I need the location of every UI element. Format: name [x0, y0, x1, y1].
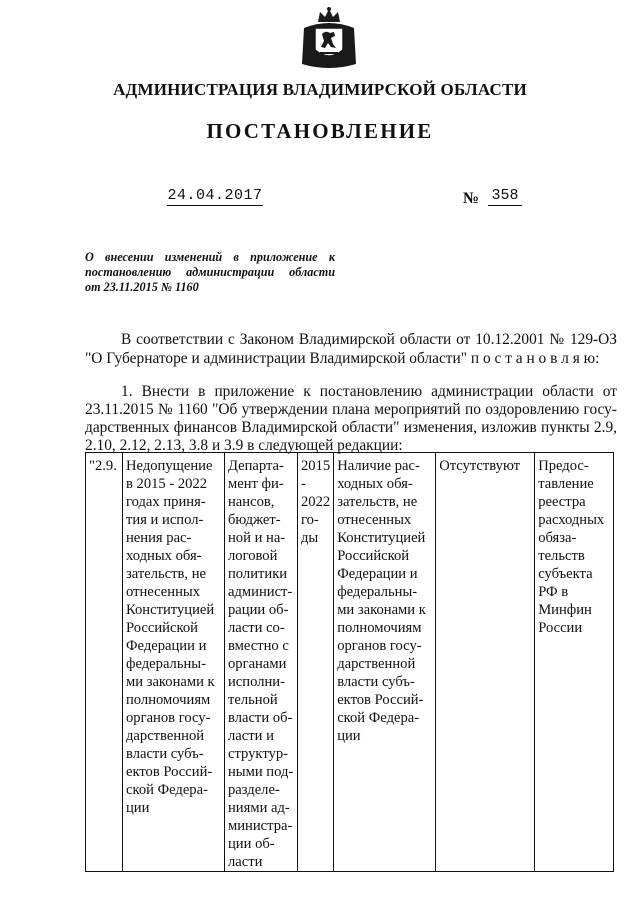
- cell-text-line: Российской: [126, 620, 198, 636]
- cell-text-line: тельств: [538, 548, 585, 564]
- cell-text-line: Отсутствуют: [439, 458, 521, 474]
- cell-text-line: органами: [228, 656, 287, 672]
- cell-text-line: 2015: [301, 458, 331, 474]
- cell-text-line: расходных: [538, 512, 605, 528]
- document-number: 358: [488, 187, 522, 206]
- cell-text-line: ской Федера-: [337, 710, 420, 726]
- subject-line: от 23.11.2015 № 1160: [85, 280, 199, 294]
- cell-text-line: Конституцией: [337, 530, 426, 546]
- cell-text-line: Минфин: [538, 602, 592, 618]
- cell-text-line: отнесенных: [337, 512, 412, 528]
- table-row: [86, 453, 614, 872]
- cell-text-line: ектов Россий-: [126, 764, 213, 780]
- cell-text-line: отнесенных: [126, 584, 200, 600]
- cell-text-line: логовой: [228, 548, 278, 564]
- cell-text-line: ды: [301, 530, 319, 546]
- cell-result: [535, 453, 614, 872]
- cell-text-line: 2022: [301, 494, 331, 510]
- cell-text-line: дарственной: [337, 656, 416, 672]
- number-sign: №: [463, 190, 480, 207]
- cell-text-line: в 2015 - 2022: [126, 476, 208, 492]
- cell-text-line: тельной: [228, 692, 278, 708]
- cell-text-line: ской Федера-: [126, 782, 208, 798]
- cell-text-line: Российской: [337, 548, 410, 564]
- cell-text-line: реестра: [538, 494, 586, 510]
- preamble-line: "О Губернаторе и администрации Владимирской области" п о с т а н о в л я ю:: [85, 350, 600, 367]
- cell-period: [298, 453, 334, 872]
- subject-line: постановлению администрации области: [85, 265, 335, 279]
- cell-text: "2.9.: [89, 458, 117, 474]
- cell-text-line: ной и на-: [228, 530, 286, 546]
- cell-text-line: исполни-: [228, 674, 285, 690]
- cell-text-line: ми законами к: [126, 674, 215, 690]
- measures-table: [85, 452, 614, 872]
- cell-text-line: ласти: [228, 854, 263, 870]
- coat-of-arms-icon: [300, 6, 358, 72]
- cell-text-line: ектов Россий-: [337, 692, 424, 708]
- cell-text-line: ции: [337, 728, 361, 744]
- cell-text-line: Федерации и: [126, 638, 207, 654]
- cell-text-line: федеральны-: [337, 584, 418, 600]
- cell-text-line: ходных обя-: [126, 548, 202, 564]
- item-line: 1. Внести в приложение к постановлению администрации области от: [121, 383, 617, 400]
- cell-text-line: рации об-: [228, 602, 289, 618]
- document-date: 24.04.2017: [167, 187, 263, 204]
- item-line: 2.10, 2.12, 2.13, 3.8 и 3.9 в следующей редакции:: [85, 437, 403, 454]
- cell-responsible: [225, 453, 298, 872]
- cell-text-line: го-: [301, 512, 319, 528]
- cell-text-line: министра-: [228, 818, 293, 834]
- cell-text-line: тия и испол-: [126, 512, 204, 528]
- cell-indicator: [334, 453, 436, 872]
- cell-text-line: ласти и: [228, 728, 274, 744]
- document-subject: [85, 250, 335, 295]
- cell-text-line: обяза-: [538, 530, 577, 546]
- cell-text-line: ции: [126, 800, 150, 816]
- cell-text-line: ции об-: [228, 836, 275, 852]
- cell-text-line: дарственной: [126, 728, 205, 744]
- cell-text-line: вместно с: [228, 638, 289, 654]
- cell-text-line: ласти со-: [228, 620, 285, 636]
- cell-value: [436, 453, 535, 872]
- organization-title: АДМИНИСТРАЦИЯ ВЛАДИМИРСКОЙ ОБЛАСТИ: [113, 80, 527, 99]
- cell-text-line: федеральны-: [126, 656, 206, 672]
- cell-text-line: админист-: [228, 584, 293, 600]
- cell-text-line: зательств, не: [337, 494, 418, 510]
- cell-text-line: годах приня-: [126, 494, 206, 510]
- cell-text-line: мент фи-: [228, 476, 284, 492]
- cell-text-line: власти субъ-: [337, 674, 415, 690]
- subject-line: О внесении изменений в приложение к: [85, 250, 335, 264]
- cell-text-line: органов госу-: [126, 710, 211, 726]
- cell-text-line: Департа-: [228, 458, 284, 474]
- cell-text-line: полномочиям: [337, 620, 422, 636]
- cell-text-line: Конституцией: [126, 602, 215, 618]
- cell-text-line: органов госу-: [337, 638, 422, 654]
- cell-text-line: тавление: [538, 476, 594, 492]
- cell-text-line: ми законами к: [337, 602, 426, 618]
- cell-text-line: власти об-: [228, 710, 293, 726]
- cell-text-line: ходных обя-: [337, 476, 413, 492]
- item-line: 23.11.2015 № 1160 "Об утверждении плана мероприятий по оздоровлению госу-: [85, 401, 617, 418]
- cell-text-line: Наличие рас-: [337, 458, 420, 474]
- cell-text-line: ными под-: [228, 764, 294, 780]
- cell-text-line: РФ в: [538, 584, 569, 600]
- cell-text-line: -: [301, 476, 306, 492]
- cell-text-line: субъекта: [538, 566, 593, 582]
- cell-text-line: нансов,: [228, 494, 275, 510]
- cell-text-line: России: [538, 620, 583, 636]
- cell-text-line: ниями ад-: [228, 800, 290, 816]
- preamble-line: В соответствии с Законом Владимирской области от 10.12.2001 № 129-ОЗ: [121, 331, 617, 348]
- cell-text-line: Предос-: [538, 458, 589, 474]
- cell-text-line: бюджет-: [228, 512, 281, 528]
- cell-text-line: нения рас-: [126, 530, 192, 546]
- cell-text-line: политики: [228, 566, 288, 582]
- cell-text-line: Федерации и: [337, 566, 418, 582]
- cell-text-line: власти субъ-: [126, 746, 204, 762]
- document-type-title: ПОСТАНОВЛЕНИЕ: [206, 119, 434, 143]
- cell-text-line: зательств, не: [126, 566, 206, 582]
- cell-text-line: структур-: [228, 746, 288, 762]
- cell-text-line: разделе-: [228, 782, 280, 798]
- item-line: дарственных финансов Владимирской области" изменения, изложив пункты 2.9,: [85, 419, 617, 436]
- cell-measure: [123, 453, 225, 872]
- cell-text-line: Недопущение: [126, 458, 213, 474]
- cell-text-line: полномочиям: [126, 692, 211, 708]
- cell-number: [86, 453, 123, 872]
